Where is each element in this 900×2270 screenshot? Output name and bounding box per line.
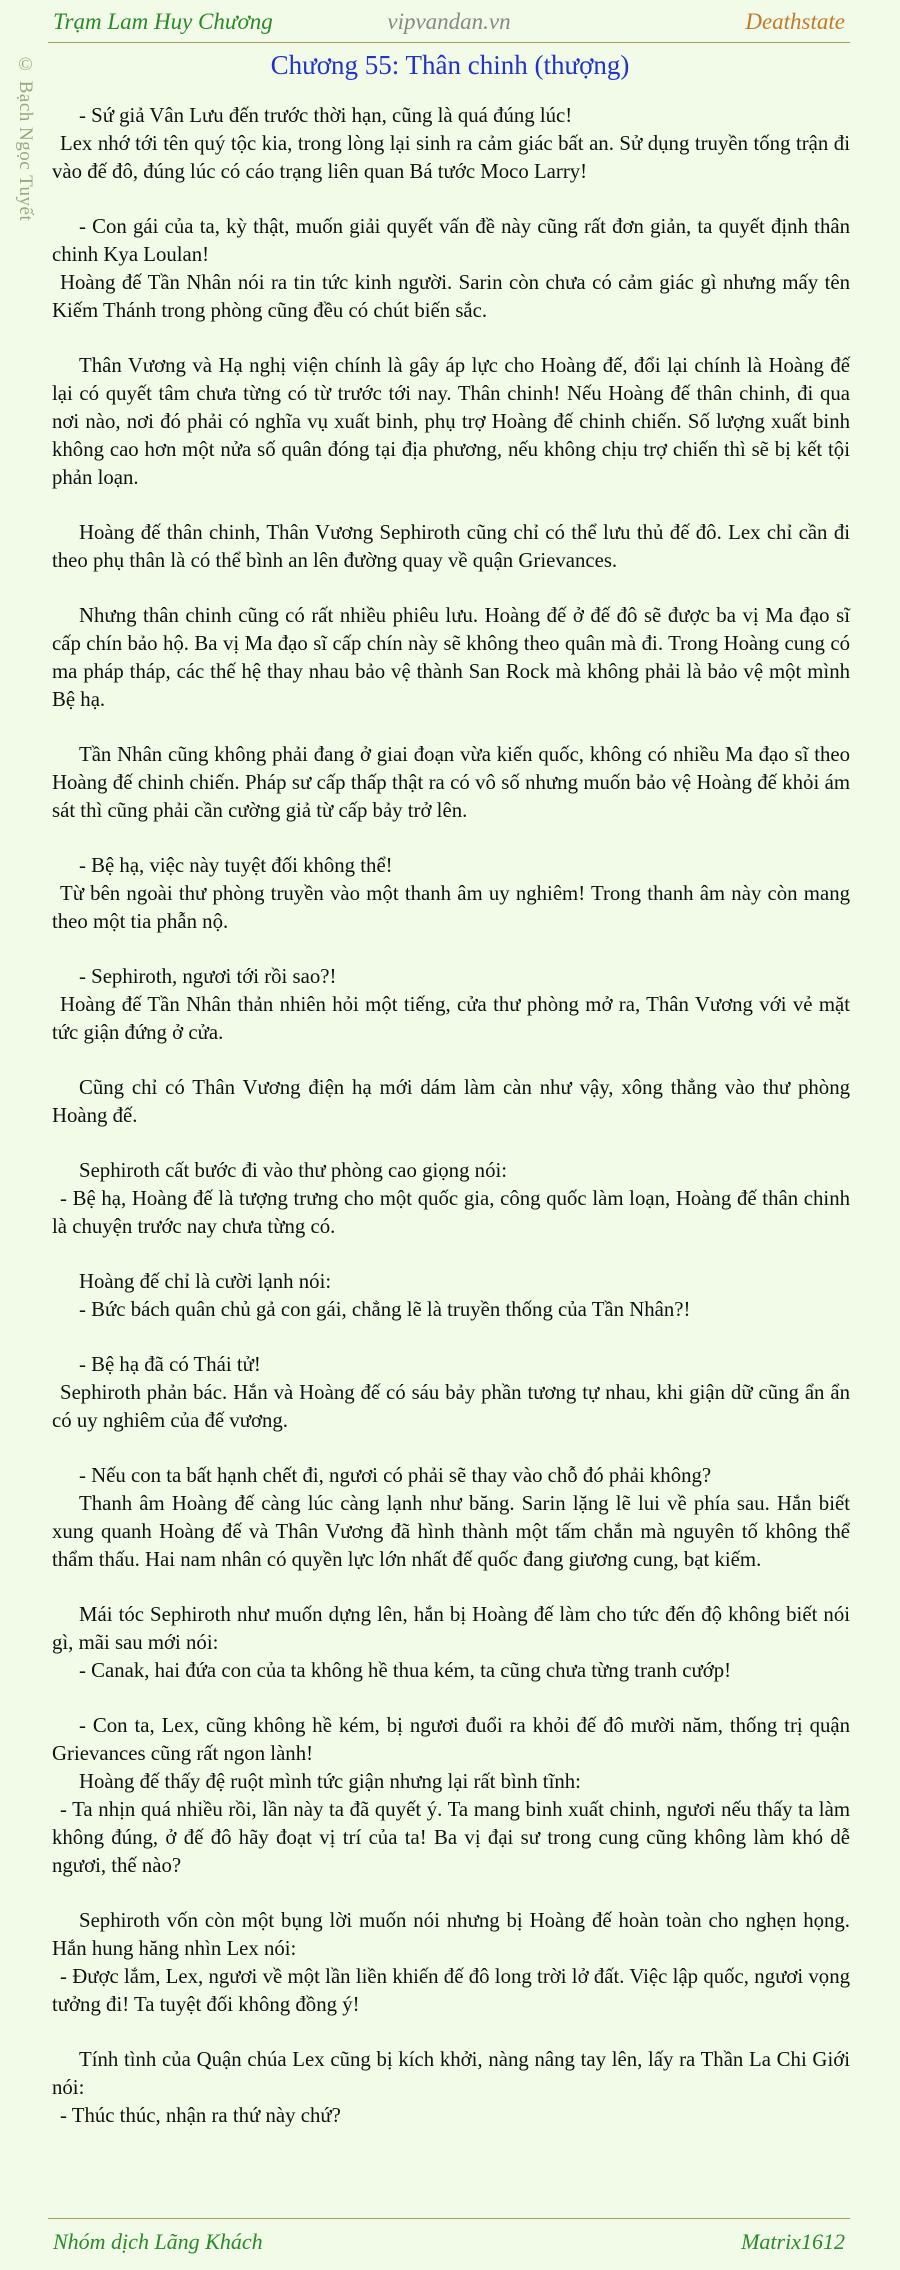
paragraph: - Con gái của ta, kỳ thật, muốn giải quyết vấn đề này cũng rất đơn giản, ta quyết định thân chinh Kya Loulan! <box>52 215 850 266</box>
paragraph: - Sephiroth, ngươi tới rồi sao?! <box>79 965 337 988</box>
header-domain: vipvandan.vn <box>387 9 511 34</box>
copyright-watermark: © Bạch Ngọc Tuyết <box>15 54 36 222</box>
footer-uploader: Matrix1612 <box>741 2229 845 2254</box>
paragraph: Từ bên ngoài thư phòng truyền vào một thanh âm uy nghiêm! Trong thanh âm này còn mang theo một tia phẫn nộ. <box>52 882 850 933</box>
paragraph: - Bệ hạ, Hoàng đế là tượng trưng cho một quốc gia, công quốc làm loạn, Hoàng đế thân chinh là chuyện trước nay chưa từng có. <box>52 1187 850 1238</box>
paragraph: Sephiroth vốn còn một bụng lời muốn nói nhưng bị Hoàng đế hoàn toàn cho nghẹn họng. Hắn hung hăng nhìn Lex nói: <box>52 1909 850 1960</box>
paragraph: Cũng chỉ có Thân Vương điện hạ mới dám làm càn như vậy, xông thẳng vào thư phòng Hoàng đế. <box>52 1076 850 1127</box>
paragraph: - Bệ hạ, việc này tuyệt đối không thể! <box>79 854 393 877</box>
paragraph: Sephiroth phản bác. Hắn và Hoàng đế có sáu bảy phần tương tự nhau, khi giận dữ cũng ẩn ẩn có uy nghiêm của đế vương. <box>52 1381 850 1432</box>
paragraph: Tính tình của Quận chúa Lex cũng bị kích khởi, nàng nâng tay lên, lấy ra Thần La Chi Giới nói: <box>52 2048 850 2099</box>
paragraph: - Con ta, Lex, cũng không hề kém, bị ngươi đuổi ra khỏi đế đô mười năm, thống trị quận Grievances cũng rất ngon lành! <box>52 1714 850 1765</box>
paragraph: - Nếu con ta bất hạnh chết đi, ngươi có phải sẽ thay vào chỗ đó phải không? <box>79 1464 712 1487</box>
paragraph: - Được lắm, Lex, ngươi về một lần liền khiến đế đô long trời lở đất. Việc lập quốc, ngươi vọng tưởng đi! Ta tuyệt đối không đồng ý! <box>52 1965 850 2016</box>
paragraph: Lex nhớ tới tên quý tộc kia, trong lòng lại sinh ra cảm giác bất an. Sử dụng truyền tống trận đi vào đế đô, đúng lúc có cáo trạng liên quan Bá tước Moco Larry! <box>52 132 850 183</box>
paragraph: Sephiroth cất bước đi vào thư phòng cao giọng nói: <box>79 1159 508 1182</box>
paragraph: Hoàng đế thân chinh, Thân Vương Sephiroth cũng chỉ có thể lưu thủ đế đô. Lex chỉ cần đi theo phụ thân là có thể bình an lên đường quay về quận Grievances. <box>52 521 850 572</box>
paragraph: Thanh âm Hoàng đế càng lúc càng lạnh như băng. Sarin lặng lẽ lui về phía sau. Hắn biết xung quanh Hoàng đế và Thân Vương đã hình thành một tấm chắn mà nguyên tố không thể thẩm thấu. Hai nam nhân có quyền lực lớn nhất đế quốc đang giương cung, bạt kiếm. <box>52 1492 850 1571</box>
paragraph: Mái tóc Sephiroth như muốn dựng lên, hắn bị Hoàng đế làm cho tức đến độ không biết nói gì, mãi sau mới nói: <box>52 1603 850 1654</box>
page-header <box>48 0 850 43</box>
paragraph: - Bệ hạ đã có Thái tử! <box>79 1353 261 1376</box>
paragraph: Hoàng đế Tần Nhân thản nhiên hỏi một tiếng, cửa thư phòng mở ra, Thân Vương với vẻ mặt tức giận đứng ở cửa. <box>52 993 850 1044</box>
paragraph: Thân Vương và Hạ nghị viện chính là gây áp lực cho Hoàng đế, đổi lại chính là Hoàng đế lại có quyết tâm chưa từng có từ trước tới nay. Thân chinh! Nếu Hoàng đế thân chinh, đi qua nơi nào, nơi đó phải có nghĩa vụ xuất binh, phụ trợ Hoàng đế chinh chiến. Số lượng xuất binh không cao hơn một nửa số quân đóng tại địa phương, nếu không chịu trợ chiến thì sẽ bị kết tội phản loạn. <box>52 354 850 489</box>
header-site-name: Trạm Lam Huy Chương <box>53 9 273 34</box>
paragraph: - Thúc thúc, nhận ra thứ này chứ? <box>60 2104 341 2127</box>
paragraph: - Bức bách quân chủ gả con gái, chẳng lẽ là truyền thống của Tần Nhân?! <box>79 1298 691 1321</box>
chapter-title: Chương 55: Thân chinh (thượng) <box>270 50 630 80</box>
paragraph: Hoàng đế Tần Nhân nói ra tin tức kinh người. Sarin còn chưa có cảm giác gì nhưng mấy tên Kiếm Thánh trong phòng cũng đều có chút biến sắc. <box>52 271 850 322</box>
paragraph: Tần Nhân cũng không phải đang ở giai đoạn vừa kiến quốc, không có nhiều Ma đạo sĩ theo Hoàng đế chinh chiến. Pháp sư cấp thấp thật ra có vô số nhưng muốn bảo vệ Hoàng đế khỏi ám sát thì cũng phải cần cường giả từ cấp bảy trở lên. <box>52 743 850 822</box>
paragraph: Hoàng đế thấy đệ ruột mình tức giận nhưng lại rất bình tĩnh: <box>79 1770 581 1793</box>
chapter-body <box>52 102 850 2130</box>
page-footer <box>48 2218 850 2269</box>
paragraph: - Ta nhịn quá nhiều rồi, lần này ta đã quyết ý. Ta mang binh xuất chinh, ngươi nếu thấy ta làm không đúng, ở đế đô hãy đoạt vị trí của ta! Ba vị đại sư trong cung cũng không làm khó dễ ngươi, thế nào? <box>52 1798 850 1877</box>
paragraph: Hoàng đế chỉ là cười lạnh nói: <box>79 1270 332 1293</box>
paragraph: - Canak, hai đứa con của ta không hề thua kém, ta cũng chưa từng tranh cướp! <box>79 1659 732 1682</box>
paragraph: Nhưng thân chinh cũng có rất nhiều phiêu lưu. Hoàng đế ở đế đô sẽ được ba vị Ma đạo sĩ cấp chín bảo hộ. Ba vị Ma đạo sĩ cấp chín này sẽ không theo quân mà đi. Trong Hoàng cung có ma pháp tháp, các thế hệ thay nhau bảo vệ thành San Rock mà không phải là bảo vệ một mình Bệ hạ. <box>52 604 850 711</box>
paragraph: - Sứ giả Vân Lưu đến trước thời hạn, cũng là quá đúng lúc! <box>79 104 573 127</box>
header-author: Deathstate <box>745 9 845 34</box>
footer-translator-group: Nhóm dịch Lãng Khách <box>53 2229 263 2254</box>
